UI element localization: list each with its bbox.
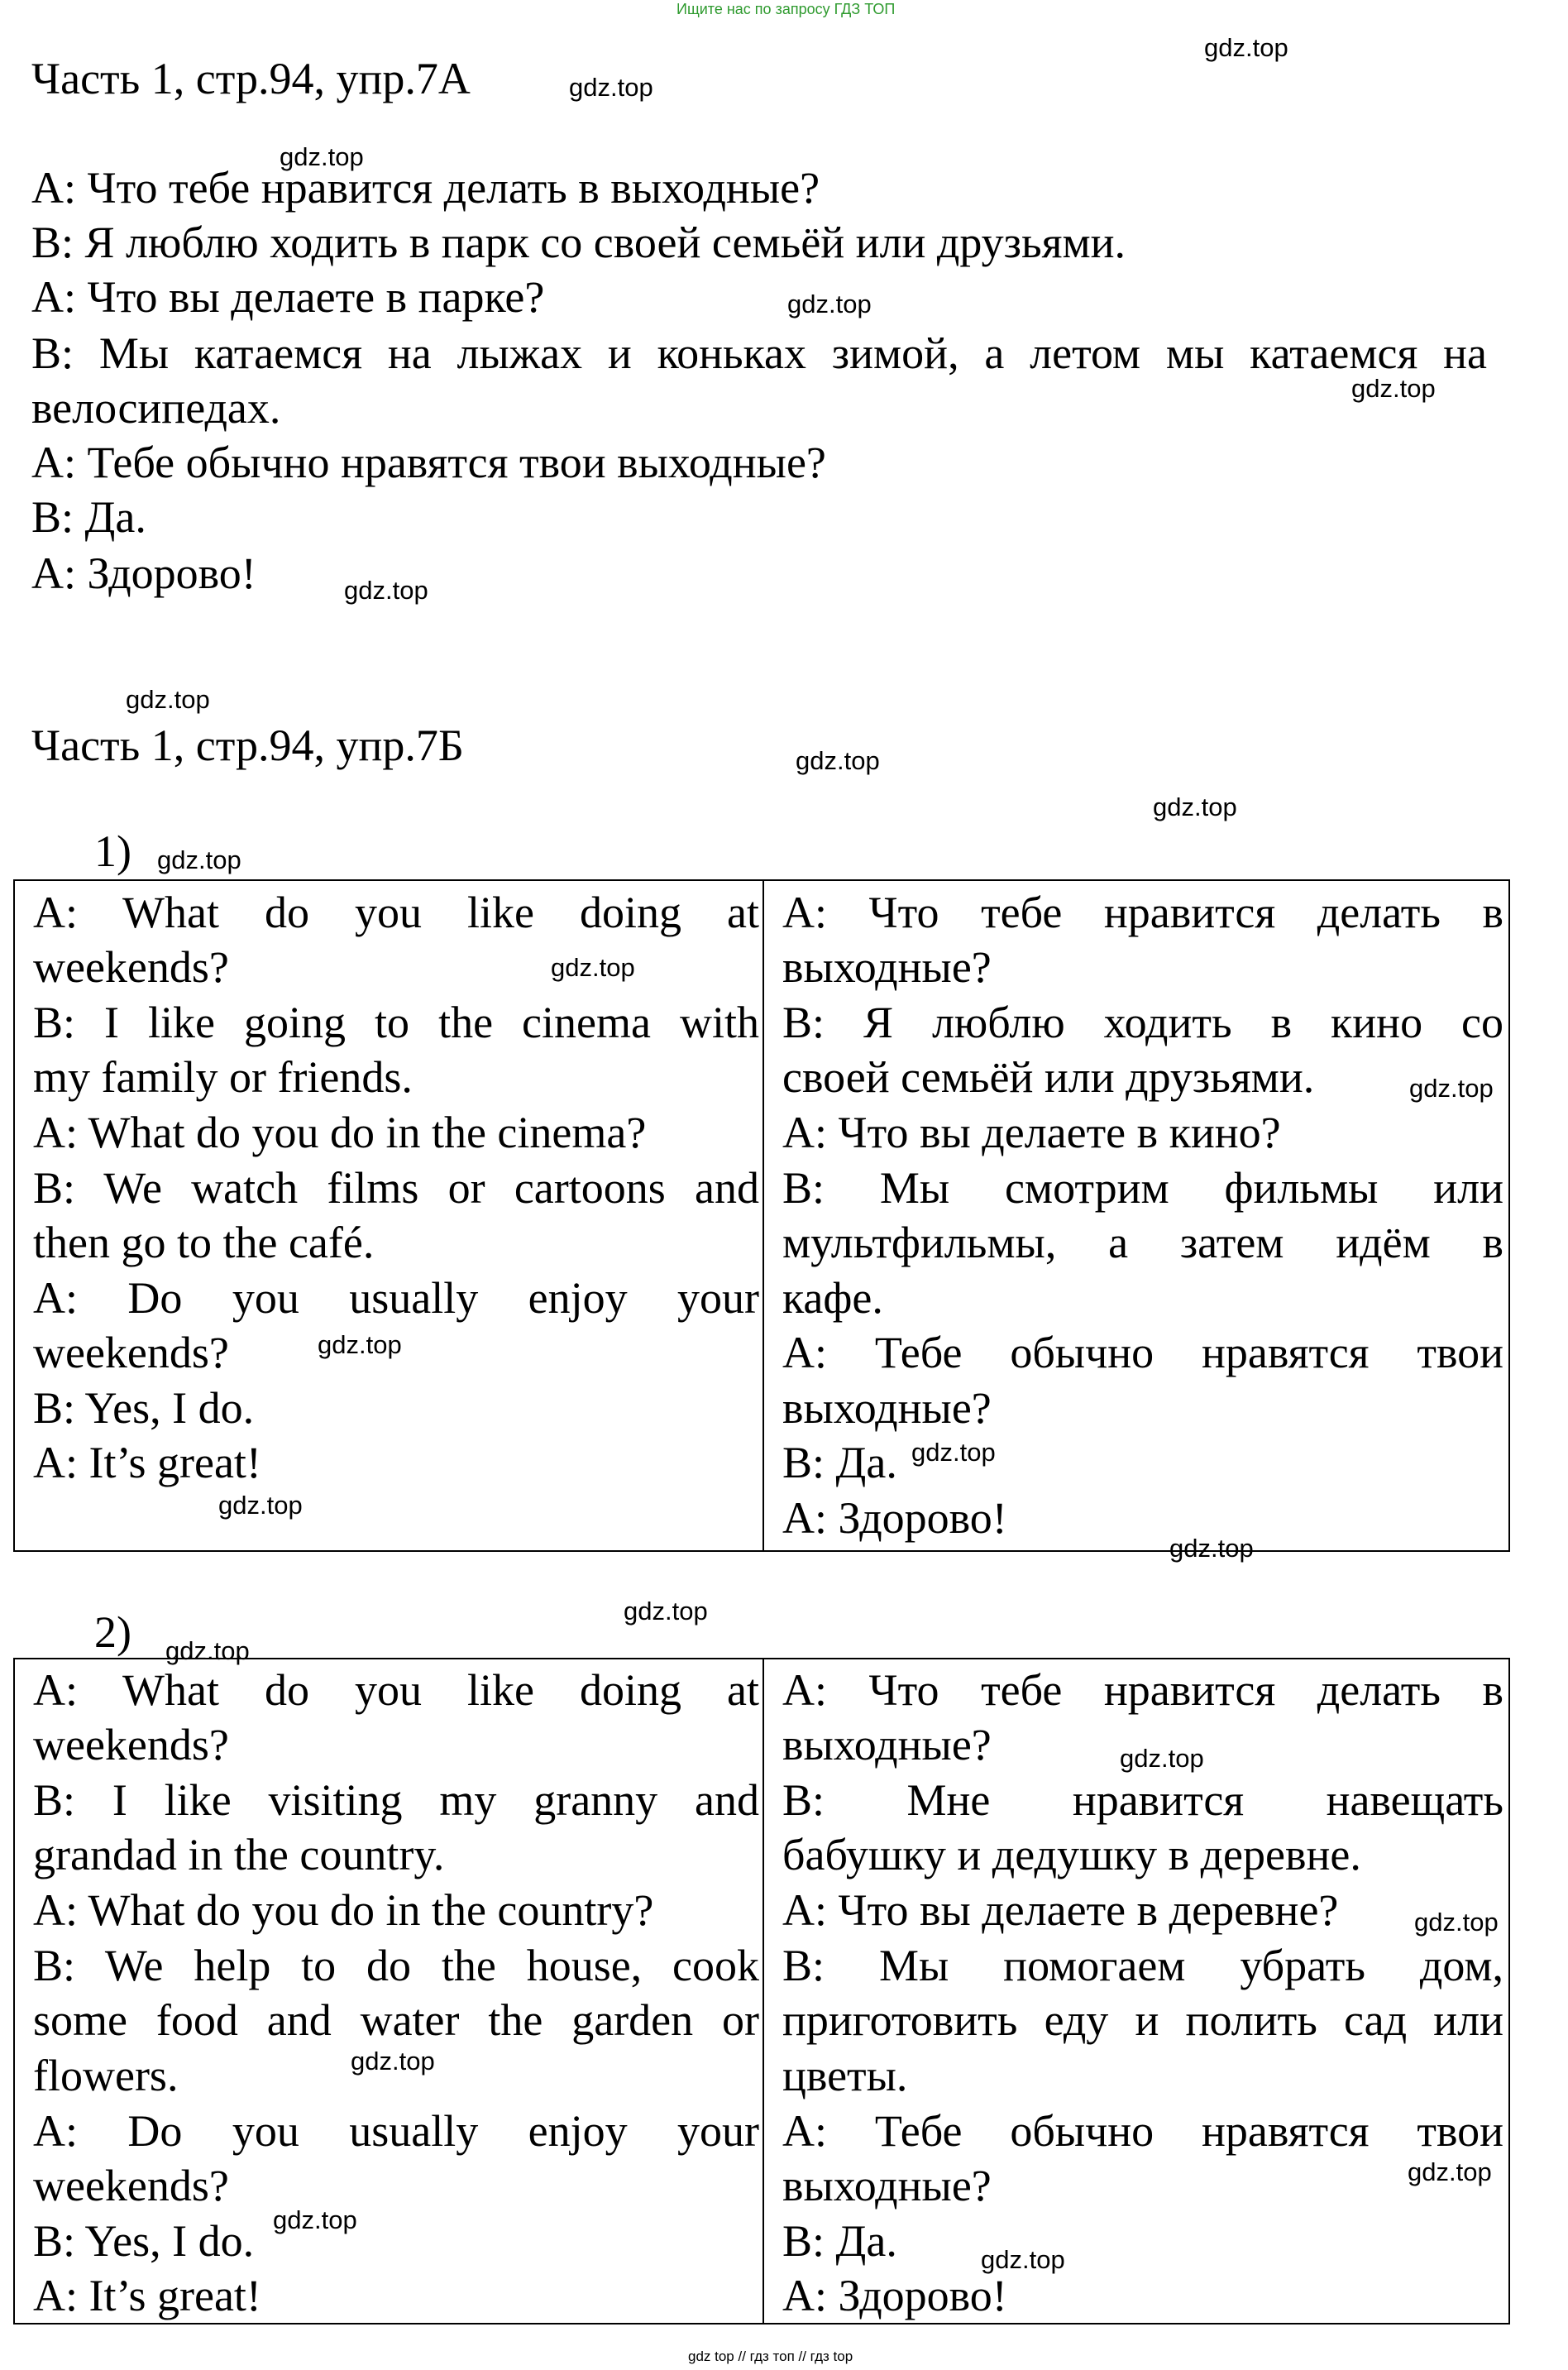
watermark: gdz.top bbox=[911, 1438, 996, 1467]
table-cell-line: цветы. bbox=[782, 2051, 908, 2100]
watermark: gdz.top bbox=[1153, 792, 1237, 821]
table-cell-line: мультфильмы, а затем идём в bbox=[782, 1218, 1503, 1267]
table-cell-line: выходные? bbox=[782, 2161, 992, 2210]
table-cell-line: A: Что тебе нравится делать в bbox=[782, 888, 1503, 937]
section-a-line: A: Здорово! bbox=[31, 548, 256, 598]
table-cell-line: B: We watch films or cartoons and bbox=[33, 1163, 759, 1213]
table-cell-line: B: Мне нравится навещать bbox=[782, 1775, 1503, 1825]
section-a-line: A: Тебе обычно нравятся твои выходные? bbox=[31, 438, 826, 487]
top-note: Ищите нас по запросу ГДЗ ТОП bbox=[676, 1, 896, 17]
table-cell-line: weekends? bbox=[33, 1328, 229, 1377]
table-cell-line: A: What do you like doing at bbox=[33, 1665, 759, 1715]
table-cell-line: A: Do you usually enjoy your bbox=[33, 2106, 759, 2156]
table-cell-line: weekends? bbox=[33, 942, 229, 992]
table-cell-line: своей семьёй или друзьями. bbox=[782, 1052, 1315, 1102]
watermark: gdz.top bbox=[126, 685, 210, 714]
watermark: gdz.top bbox=[1414, 1908, 1499, 1937]
table-cell-line: my family or friends. bbox=[33, 1052, 413, 1102]
watermark: gdz.top bbox=[280, 142, 364, 171]
section-a-line: B: Я люблю ходить в парк со своей семьёй или друзьями. bbox=[31, 218, 1126, 267]
section-a-line: B: Да. bbox=[31, 492, 146, 542]
table-cell-line: A: Do you usually enjoy your bbox=[33, 1273, 759, 1323]
watermark: gdz.top bbox=[551, 953, 635, 982]
translation-table-2 bbox=[13, 1658, 1510, 2325]
table-cell-line: A: Что вы делаете в кино? bbox=[782, 1108, 1281, 1157]
watermark: gdz.top bbox=[1351, 374, 1436, 403]
watermark: gdz.top bbox=[344, 576, 428, 605]
watermark: gdz.top bbox=[218, 1491, 303, 1520]
table-cell-line: B: Yes, I do. bbox=[33, 2216, 255, 2266]
table-cell-line: бабушку и дедушку в деревне. bbox=[782, 1830, 1361, 1879]
watermark: gdz.top bbox=[165, 1636, 250, 1665]
table-cell-line: A: Тебе обычно нравятся твои bbox=[782, 1328, 1503, 1377]
table-cell-line: выходные? bbox=[782, 942, 992, 992]
watermark: gdz.top bbox=[624, 1597, 708, 1625]
table-cell-line: B: We help to do the house, cook bbox=[33, 1941, 759, 1990]
table-cell-line: A: Что вы делаете в деревне? bbox=[782, 1885, 1339, 1935]
table-divider bbox=[762, 1659, 764, 2323]
watermark: gdz.top bbox=[796, 746, 880, 775]
table-cell-line: some food and water the garden or bbox=[33, 1995, 759, 2045]
table-cell-line: B: Да. bbox=[782, 1438, 897, 1487]
table-cell-line: A: Здорово! bbox=[782, 1493, 1007, 1543]
watermark: gdz.top bbox=[1120, 1744, 1204, 1773]
table-cell-line: кафе. bbox=[782, 1273, 883, 1323]
table-cell-line: A: It’s great! bbox=[33, 1438, 261, 1487]
watermark: gdz.top bbox=[318, 1330, 402, 1359]
watermark: gdz.top bbox=[351, 2047, 435, 2076]
table-cell-line: A: Здорово! bbox=[782, 2271, 1007, 2320]
watermark: gdz.top bbox=[1204, 33, 1288, 62]
watermark: gdz.top bbox=[157, 845, 241, 874]
watermark: gdz.top bbox=[1408, 2157, 1492, 2186]
watermark: gdz.top bbox=[787, 290, 872, 318]
section-b-heading: Часть 1, стр.94, упр.7Б bbox=[31, 721, 464, 770]
table-cell-line: grandad in the country. bbox=[33, 1830, 445, 1879]
table-cell-line: выходные? bbox=[782, 1383, 992, 1433]
table-cell-line: flowers. bbox=[33, 2051, 179, 2100]
table-cell-line: A: It’s great! bbox=[33, 2271, 261, 2320]
table-cell-line: then go to the café. bbox=[33, 1218, 375, 1267]
table-cell-line: B: Yes, I do. bbox=[33, 1383, 255, 1433]
table-cell-line: A: Тебе обычно нравятся твои bbox=[782, 2106, 1503, 2156]
table-cell-line: A: What do you do in the country? bbox=[33, 1885, 654, 1935]
table-cell-line: B: Мы смотрим фильмы или bbox=[782, 1163, 1503, 1213]
table-cell-line: выходные? bbox=[782, 1720, 992, 1769]
bottom-note: gdz top // гдз топ // гдз top bbox=[688, 2348, 853, 2364]
table-cell-line: B: Мы помогаем убрать дом, bbox=[782, 1941, 1503, 1990]
section-a-line: A: Что вы делаете в парке? bbox=[31, 272, 545, 322]
watermark: gdz.top bbox=[569, 73, 653, 102]
translation-table-1 bbox=[13, 879, 1510, 1552]
watermark: gdz.top bbox=[1169, 1534, 1254, 1563]
table-cell-line: A: What do you do in the cinema? bbox=[33, 1108, 647, 1157]
table-cell-line: weekends? bbox=[33, 1720, 229, 1769]
table-cell-line: B: Я люблю ходить в кино со bbox=[782, 998, 1503, 1047]
table-cell-line: B: I like visiting my granny and bbox=[33, 1775, 759, 1825]
table-cell-line: A: Что тебе нравится делать в bbox=[782, 1665, 1503, 1715]
table-cell-line: weekends? bbox=[33, 2161, 229, 2210]
table-cell-line: A: What do you like doing at bbox=[33, 888, 759, 937]
table-divider bbox=[762, 881, 764, 1550]
table-cell-line: B: Да. bbox=[782, 2216, 897, 2266]
watermark: gdz.top bbox=[981, 2245, 1065, 2274]
section-a-heading: Часть 1, стр.94, упр.7А bbox=[31, 54, 471, 103]
section-a-line: A: Что тебе нравится делать в выходные? bbox=[31, 163, 820, 213]
watermark: gdz.top bbox=[273, 2205, 357, 2234]
table-cell-line: B: I like going to the cinema with bbox=[33, 998, 759, 1047]
table-cell-line: приготовить еду и полить сад или bbox=[782, 1995, 1503, 2045]
table-1-label: 1) bbox=[94, 826, 131, 876]
section-a-line: B: Мы катаемся на лыжах и коньках зимой, а летом мы катаемся на bbox=[31, 328, 1487, 378]
watermark: gdz.top bbox=[1409, 1074, 1494, 1103]
table-2-label: 2) bbox=[94, 1607, 131, 1657]
section-a-line: велосипедах. bbox=[31, 383, 281, 433]
